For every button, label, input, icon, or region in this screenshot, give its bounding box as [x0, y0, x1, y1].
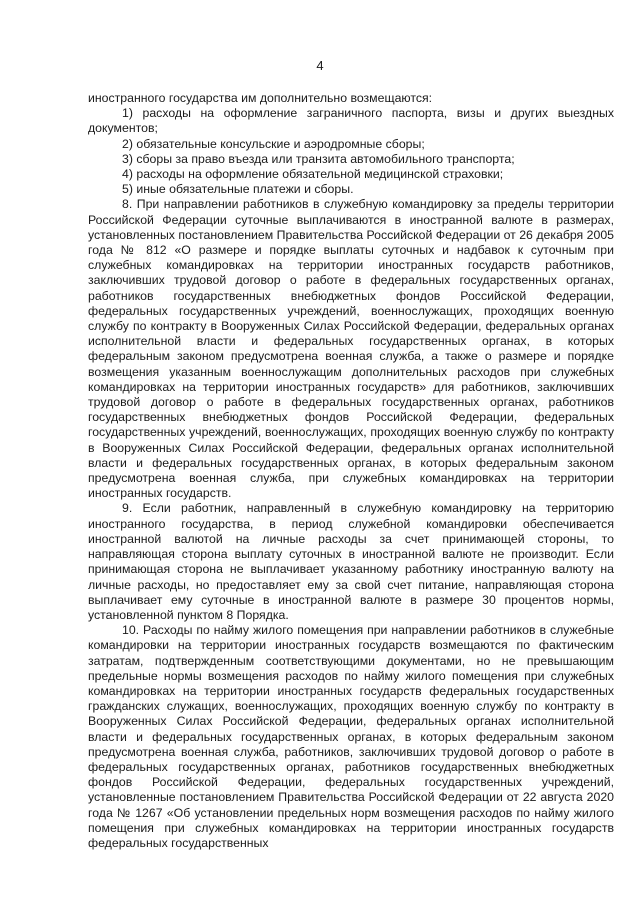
list-item-5: 5) иные обязательные платежи и сборы.	[122, 182, 354, 197]
list-item-2: 2) обязательные консульские и аэродромные сборы;	[122, 136, 425, 151]
paragraph-section-8: 8. При направлении работников в служебную командировку за пределы территории Российской Федерации суточные выплачиваются в иностранной валюте в размерах, установленных постановлением Правительства Российской Федерации от 26 декабря 2005 года № 812 «О размере и порядке выплаты суточных и надбавок к суточным при служебных командировках на территории иностранных государств работников, заключивших трудовой договор о работе в федеральных государственных органах, работников государственных внебюджетных фондов Российской Федерации, федеральных государственных учреждений, военнослужащих, проходящих военную службу по контракту в Вооруженных Силах Российской Федерации, федеральных органах исполнительной власти и федеральных государственных органах, в которых федеральным законом предусмотрена военная служба, а также о размере и порядке возмещения указанным военнослужащим дополнительных расходов при служебных командировках на территории иностранных государств» для работников, заключивших трудовой договор о работе в федеральных государственных органах, работников государственных внебюджетных фондов Российской Федерации, федеральных государственных учреждений, военнослужащих, проходящих военную службу по контракту в Вооруженных Силах Российской Федерации, федеральных органах исполнительной власти и федеральных государственных органах, в которых федеральным законом предусмотрена военная служба, при служебных командировках на территории иностранных государств.	[88, 197, 614, 501]
paragraph-intro-continuation: иностранного государства им дополнительно возмещаются:	[88, 91, 433, 105]
list-item-3: 3) сборы за право въезда или транзита автомобильного транспорта;	[122, 151, 515, 166]
paragraph-section-10: 10. Расходы по найму жилого помещения при направлении работников в служебные командировки на территории иностранных государств возмещаются по фактическим затратам, подтвержденным соответствующими документами, но не превышающим предельные нормы возмещения расходов по найму жилого помещения при служебных командировках на территории иностранных государств федеральных государственных гражданских служащих, военнослужащих, проходящих военную службу по контракту в Вооруженных Силах Российской Федерации, федеральных органах исполнительной власти и федеральных государственных органах, в которых федеральным законом предусмотрена военная служба, работников, заключивших трудовой договор о работе в федеральных государственных органах, работников государственных внебюджетных фондов Российской Федерации, федеральных государственных учреждений, установленные постановлением Правительства Российской Федерации от 22 августа 2020 года № 1267 «Об установлении предельных норм возмещения расходов по найму жилого помещения при служебных командировках на территории иностранных государств федеральных государственных	[88, 623, 614, 850]
list-item-1: 1) расходы на оформление заграничного паспорта, визы и других выездных документов;	[88, 106, 614, 136]
list-item-4: 4) расходы на оформление обязательной медицинской страховки;	[122, 167, 504, 182]
page-number: 4	[316, 58, 324, 73]
paragraph-section-9: 9. Если работник, направленный в служебную командировку на территорию иностранного государства, в период служебной командировки обеспечивается иностранной валютой на личные расходы за счет принимающей стороны, то направляющая сторона выплату суточных в иностранной валюте не производит. Если принимающая сторона не выплачивает указанному работнику иностранную валюту на личные расходы, но предоставляет ему за свой счет питание, направляющая сторона выплачивает ему суточные в иностранной валюте в размере 30 процентов нормы, установленной пунктом 8 Порядка.	[88, 501, 614, 622]
document-body	[88, 91, 614, 851]
